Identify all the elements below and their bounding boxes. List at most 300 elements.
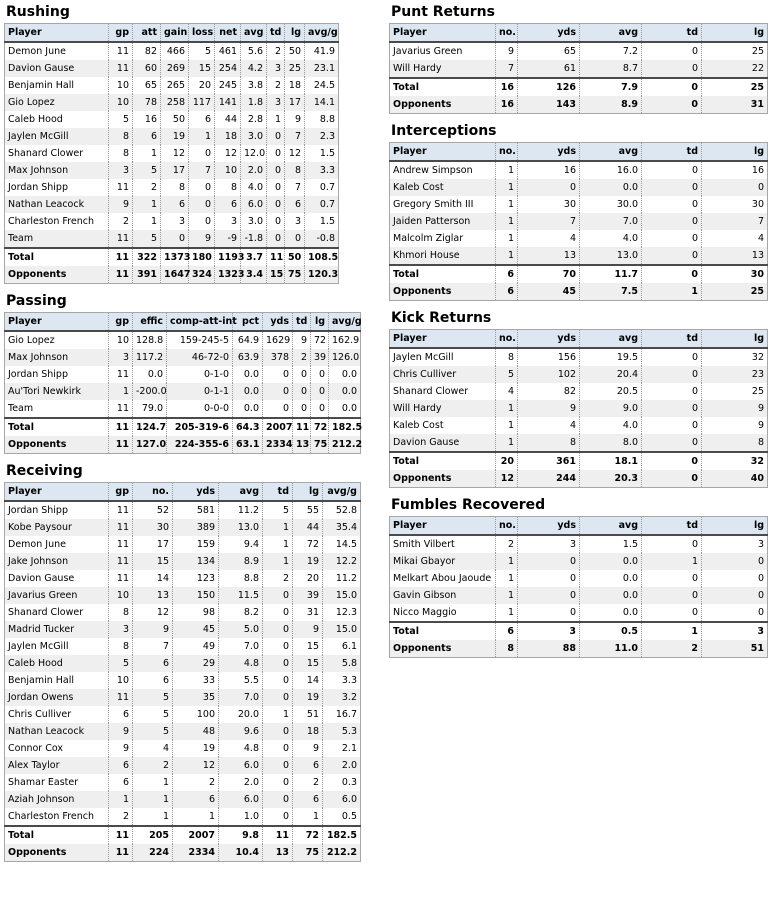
stat-cell: 12 — [161, 145, 189, 162]
stat-cell: 124.7 — [133, 418, 167, 436]
stat-cell: 35 — [173, 689, 219, 706]
total-row — [390, 265, 768, 283]
header-row — [390, 24, 768, 43]
table-row — [390, 366, 768, 383]
stat-cell: 15 — [189, 60, 215, 77]
header-row — [5, 313, 361, 332]
stat-cell: 5 — [133, 230, 161, 248]
stat-cell: 6 — [109, 757, 133, 774]
stat-cell: 3.0 — [241, 128, 267, 145]
stat-cell: 258 — [161, 94, 189, 111]
stat-cell: 182.5 — [329, 418, 361, 436]
stat-cell: 48 — [173, 723, 219, 740]
stat-cell: 0.0 — [580, 604, 642, 622]
stat-cell: 322 — [133, 248, 161, 266]
column-header: td — [642, 143, 702, 162]
stat-cell: 20 — [496, 452, 518, 470]
stat-cell: 18 — [215, 128, 241, 145]
stat-cell: 0.5 — [580, 622, 642, 640]
stat-cell: 35.4 — [323, 519, 361, 536]
stat-cell: 8.9 — [580, 96, 642, 114]
stat-cell: 0-0-0 — [167, 400, 233, 418]
stat-cell: 0 — [293, 366, 311, 383]
column-header: td — [267, 24, 285, 43]
stat-cell: 20.4 — [580, 366, 642, 383]
stat-cell: 2 — [293, 349, 311, 366]
player-name: Benjamin Hall — [5, 672, 109, 689]
stat-cell: 98 — [173, 604, 219, 621]
stat-cell: 11.5 — [219, 587, 263, 604]
stat-cell: 8 — [215, 179, 241, 196]
player-name: Madrid Tucker — [5, 621, 109, 638]
player-name: Au'Tori Newkirk — [5, 383, 109, 400]
stat-cell: 15 — [267, 266, 285, 284]
stat-cell: 11 — [109, 519, 133, 536]
header-row — [5, 24, 339, 43]
column-header: gp — [109, 313, 133, 332]
stat-cell: 19 — [293, 553, 323, 570]
stat-cell: 1 — [133, 213, 161, 230]
stat-cell: 3 — [215, 213, 241, 230]
stat-cell: 61 — [518, 60, 580, 78]
stat-cell: 50 — [285, 42, 305, 60]
stat-cell: 0 — [642, 535, 702, 553]
stat-cell: 4.0 — [580, 417, 642, 434]
stat-cell: 120.3 — [305, 266, 339, 284]
stat-cell: 3 — [518, 535, 580, 553]
stat-cell: 1 — [496, 247, 518, 265]
stat-cell: 20.0 — [219, 706, 263, 723]
stat-cell: 65 — [133, 77, 161, 94]
column-header: td — [642, 330, 702, 349]
stat-cell: 5 — [133, 689, 173, 706]
table-row — [5, 196, 339, 213]
stat-cell: 8 — [285, 162, 305, 179]
kick-returns-title: Kick Returns — [391, 310, 492, 326]
stat-cell: 72 — [311, 331, 329, 349]
stat-cell: 0 — [263, 604, 293, 621]
stat-cell: 0 — [642, 213, 702, 230]
stat-cell: 9 — [293, 621, 323, 638]
table-row — [390, 42, 768, 60]
player-name: Shamar Easter — [5, 774, 109, 791]
stat-cell: 245 — [215, 77, 241, 94]
stat-cell: 11.2 — [335, 573, 357, 584]
stat-cell: 0 — [293, 400, 311, 418]
stat-cell: 1 — [133, 774, 173, 791]
opponents-row — [390, 640, 768, 658]
stat-cell: 46-72-0 — [167, 349, 233, 366]
stat-cell: 8.8 — [319, 114, 335, 125]
stat-cell: 0 — [263, 655, 293, 672]
table-row — [390, 247, 768, 265]
column-header: td — [642, 517, 702, 536]
column-header: no. — [133, 483, 173, 502]
stat-cell: 0 — [263, 587, 293, 604]
stat-cell: 182.5 — [323, 826, 361, 844]
kick-returns-section — [389, 310, 767, 488]
stat-cell: 6.1 — [341, 641, 357, 652]
stat-cell: 9.4 — [219, 536, 263, 553]
column-header: att — [133, 24, 161, 43]
row-label: Opponents — [5, 266, 109, 284]
stat-cell: 22 — [702, 60, 768, 78]
stat-cell: 13 — [702, 247, 768, 265]
stat-cell: 16 — [133, 111, 161, 128]
stat-cell: 0 — [263, 723, 293, 740]
stat-cell: 9.8 — [219, 826, 263, 844]
stat-cell: 2 — [496, 535, 518, 553]
stat-cell: 141 — [215, 94, 241, 111]
stat-cell: 8 — [496, 348, 518, 366]
table-row — [5, 706, 361, 723]
column-header: yds — [518, 330, 580, 349]
stat-cell: 5.8 — [323, 655, 361, 672]
stat-cell: 159 — [173, 536, 219, 553]
stat-cell: 1 — [109, 383, 133, 400]
stat-cell: 25 — [702, 78, 768, 96]
row-label: Opponents — [390, 96, 496, 114]
stat-cell: 1 — [173, 808, 219, 826]
column-header: effic — [133, 313, 167, 332]
player-name: Charleston French — [5, 213, 109, 230]
stat-cell: 0 — [642, 417, 702, 434]
rushing-section — [4, 4, 382, 284]
stat-cell: 1373 — [161, 248, 189, 266]
column-header: lg — [702, 330, 768, 349]
stat-cell: 16.7 — [335, 709, 357, 720]
stat-cell: 6 — [133, 672, 173, 689]
stat-cell: 30 — [751, 199, 764, 210]
stat-cell: 0 — [642, 179, 702, 196]
stat-cell: 128.8 — [133, 331, 167, 349]
stat-cell: 212.2 — [323, 844, 361, 862]
stat-cell: 20 — [293, 570, 323, 587]
stat-cell: 0 — [263, 621, 293, 638]
stat-cell: 378 — [263, 349, 293, 366]
stat-cell: 0 — [642, 78, 702, 96]
stat-cell: 1 — [267, 111, 285, 128]
interceptions-title: Interceptions — [391, 123, 497, 139]
stat-cell: 75 — [285, 266, 305, 284]
table-row — [5, 774, 361, 791]
right-column — [389, 4, 767, 667]
player-name: Chris Culliver — [5, 706, 109, 723]
row-label: Total — [5, 248, 109, 266]
fumbles-recovered-title: Fumbles Recovered — [391, 497, 546, 513]
stat-cell: 2.0 — [323, 757, 361, 774]
stat-cell: 0 — [757, 573, 764, 584]
table-row — [390, 60, 768, 78]
stat-cell: 0.0 — [580, 570, 642, 587]
stat-cell: 1.5 — [580, 535, 642, 553]
column-header: avg — [241, 24, 267, 43]
table-row — [5, 672, 361, 689]
stat-cell: -0.8 — [305, 230, 339, 248]
stat-cell: 12 — [496, 470, 518, 488]
stat-cell: 254 — [215, 60, 241, 77]
stat-cell: 1 — [133, 808, 173, 826]
column-header: avg — [580, 24, 642, 43]
stat-cell: 9 — [496, 42, 518, 60]
table-row — [5, 77, 339, 94]
stat-cell: 0.0 — [341, 403, 357, 414]
stat-cell: 3.7 — [241, 248, 267, 266]
stat-cell: 156 — [518, 348, 580, 366]
column-header: lg — [702, 143, 768, 162]
stat-cell: 6 — [496, 622, 518, 640]
stat-cell: 0.0 — [580, 587, 642, 604]
stat-cell: 1 — [642, 622, 702, 640]
column-header: loss — [189, 24, 215, 43]
stat-cell: 12 — [215, 145, 241, 162]
stat-cell: 212.2 — [329, 436, 361, 454]
stat-cell: 4 — [518, 417, 580, 434]
stat-cell: 0 — [702, 553, 768, 570]
opponents-row — [390, 470, 768, 488]
stat-cell: 0 — [263, 672, 293, 689]
stat-cell: 7 — [133, 638, 173, 655]
stat-cell: 0.0 — [580, 179, 642, 196]
table-row — [390, 161, 768, 179]
stat-cell: 0 — [642, 247, 702, 265]
column-header: Player — [5, 24, 109, 43]
stat-cell: 1629 — [263, 331, 293, 349]
stat-cell: 11 — [109, 400, 133, 418]
stat-cell: 0.0 — [580, 553, 642, 570]
stat-cell: 1 — [642, 553, 702, 570]
stat-cell: 4.8 — [219, 655, 263, 672]
stat-cell: 11.2 — [219, 501, 263, 519]
column-header: avg — [580, 330, 642, 349]
stat-cell: 63.9 — [233, 349, 263, 366]
stat-cell: 1 — [263, 553, 293, 570]
player-name: Shanard Clower — [5, 604, 109, 621]
stat-cell: 9 — [293, 740, 323, 757]
row-label: Opponents — [5, 844, 109, 862]
stat-cell: 11.0 — [580, 640, 642, 658]
interceptions-table — [389, 142, 768, 301]
stat-cell: 18.1 — [580, 452, 642, 470]
column-header: Player — [5, 483, 109, 502]
table-row — [5, 519, 361, 536]
stat-cell: 31 — [702, 96, 768, 114]
stat-cell: 9.6 — [219, 723, 263, 740]
stat-cell: 3 — [757, 539, 764, 550]
player-name: Jordan Shipp — [5, 501, 109, 519]
player-name: Demon June — [5, 42, 109, 60]
stat-cell: 65 — [518, 42, 580, 60]
stat-cell: 60 — [133, 60, 161, 77]
stat-cell: 51 — [702, 640, 768, 658]
table-row — [390, 230, 768, 247]
stat-cell: 0 — [267, 179, 285, 196]
stat-cell: 5 — [109, 655, 133, 672]
column-header: Player — [5, 313, 109, 332]
stat-cell: 17 — [285, 94, 305, 111]
stat-cell: 6 — [133, 655, 173, 672]
stat-cell: 8.9 — [219, 553, 263, 570]
stat-cell: 4 — [518, 230, 580, 247]
stat-cell: 14 — [133, 570, 173, 587]
column-header: yds — [518, 517, 580, 536]
stat-cell: 244 — [518, 470, 580, 488]
player-name: Jaiden Patterson — [390, 213, 496, 230]
table-row — [5, 366, 361, 383]
stat-cell: 0 — [518, 570, 580, 587]
stat-cell: 72 — [293, 826, 323, 844]
table-row — [5, 349, 361, 366]
player-name: Davion Gause — [390, 434, 496, 452]
column-header: lg — [285, 24, 305, 43]
table-row — [5, 791, 361, 808]
stat-cell: 4 — [496, 383, 518, 400]
table-row — [390, 196, 768, 213]
player-name: Benjamin Hall — [5, 77, 109, 94]
stat-cell: 0-1-1 — [167, 383, 233, 400]
table-row — [5, 501, 361, 519]
player-name: Charleston French — [5, 808, 109, 826]
stat-cell: 10 — [215, 162, 241, 179]
stat-cell: 3 — [109, 162, 133, 179]
stat-cell: 18 — [285, 77, 305, 94]
stat-cell: 19 — [293, 689, 323, 706]
column-header: gp — [109, 24, 133, 43]
stat-cell: 0 — [311, 383, 329, 400]
stat-cell: 0 — [642, 60, 702, 78]
stat-cell: 6 — [293, 791, 323, 808]
stat-cell: 25 — [702, 283, 768, 301]
stat-cell: 1 — [293, 808, 323, 826]
passing-title: Passing — [6, 293, 67, 309]
stat-cell: 6.0 — [219, 791, 263, 808]
stat-cell: 0 — [267, 162, 285, 179]
column-header: Player — [390, 517, 496, 536]
column-header: yds — [173, 483, 219, 502]
stat-cell: 25 — [751, 386, 764, 397]
player-name: Nathan Leacock — [5, 196, 109, 213]
stat-cell: 11 — [109, 689, 133, 706]
row-label: Total — [390, 265, 496, 283]
table-row — [5, 553, 361, 570]
stat-cell: 5 — [133, 723, 173, 740]
stat-cell: 4.0 — [580, 230, 642, 247]
stat-cell: 7.2 — [580, 42, 642, 60]
stat-cell: 11 — [109, 536, 133, 553]
stat-cell: 6 — [285, 196, 305, 213]
stat-cell: 9 — [109, 196, 133, 213]
column-header: gain — [161, 24, 189, 43]
stat-cell: 0 — [642, 230, 702, 247]
stat-cell: 1 — [133, 196, 161, 213]
player-name: Mikai Gbayor — [390, 553, 496, 570]
opponents-row — [390, 96, 768, 114]
stat-cell: 2 — [267, 42, 285, 60]
column-header: no. — [496, 24, 518, 43]
fumbles-recovered-section — [389, 497, 767, 658]
row-label: Opponents — [390, 640, 496, 658]
row-label: Total — [5, 418, 109, 436]
stat-cell: 11 — [293, 418, 311, 436]
opponents-row — [5, 266, 339, 284]
stat-cell: 3.2 — [323, 689, 361, 706]
stat-cell: -200.0 — [133, 383, 167, 400]
column-header: td — [642, 24, 702, 43]
stat-cell: 9 — [133, 621, 173, 638]
stat-cell: 0 — [189, 213, 215, 230]
stat-cell: 2 — [109, 808, 133, 826]
stat-cell: 11 — [109, 418, 133, 436]
stat-cell: 41.9 — [313, 46, 335, 57]
stat-cell: 2.1 — [341, 743, 357, 754]
stat-cell: 40 — [702, 470, 768, 488]
receiving-table — [4, 482, 361, 862]
total-row — [390, 78, 768, 96]
table-row — [5, 740, 361, 757]
table-row — [390, 417, 768, 434]
stat-cell: 49 — [173, 638, 219, 655]
stat-cell: 1 — [496, 434, 518, 452]
stat-cell: 64.9 — [233, 331, 263, 349]
stat-cell: 44 — [215, 111, 241, 128]
stat-cell: 75 — [293, 844, 323, 862]
stat-cell: 19 — [173, 740, 219, 757]
stat-cell: 11 — [109, 42, 133, 60]
stat-cell: 0 — [263, 740, 293, 757]
player-name: Connor Cox — [5, 740, 109, 757]
stat-cell: 265 — [161, 77, 189, 94]
stat-cell: 1 — [109, 791, 133, 808]
stat-cell: 6 — [215, 196, 241, 213]
table-row — [390, 383, 768, 400]
stat-cell: 0 — [263, 757, 293, 774]
stat-cell: 0 — [642, 587, 702, 604]
stat-cell: 0 — [518, 587, 580, 604]
stat-cell: 30 — [702, 265, 768, 283]
stat-cell: 5 — [263, 501, 293, 519]
left-column — [4, 4, 382, 871]
stat-cell: 70 — [518, 265, 580, 283]
opponents-row — [5, 436, 361, 454]
column-header: Player — [390, 143, 496, 162]
stat-cell: 361 — [518, 452, 580, 470]
stat-cell: 13.0 — [219, 519, 263, 536]
stat-cell: 5.3 — [323, 723, 361, 740]
column-header: avg/g — [305, 24, 339, 43]
stat-cell: 3.4 — [241, 266, 267, 284]
stat-cell: 0 — [642, 452, 702, 470]
stat-cell: 33 — [173, 672, 219, 689]
stat-cell: 12 — [173, 757, 219, 774]
stat-cell: 6.0 — [241, 196, 267, 213]
stat-cell: 1 — [496, 604, 518, 622]
stat-cell: 0 — [642, 400, 702, 417]
stat-cell: 1 — [133, 791, 173, 808]
stat-cell: 17 — [161, 162, 189, 179]
stat-cell: 3 — [109, 349, 133, 366]
stat-cell: 0 — [642, 470, 702, 488]
stat-cell: 1 — [263, 706, 293, 723]
stat-cell: 150 — [173, 587, 219, 604]
stat-cell: 581 — [173, 501, 219, 519]
player-name: Smith Vilbert — [390, 535, 496, 553]
stat-cell: 180 — [189, 248, 215, 266]
player-name: Jaylen McGill — [5, 128, 109, 145]
stat-cell: 72 — [293, 536, 323, 553]
stat-cell: 50 — [285, 248, 305, 266]
stat-cell: 4 — [757, 233, 764, 244]
stat-cell: 44 — [293, 519, 323, 536]
